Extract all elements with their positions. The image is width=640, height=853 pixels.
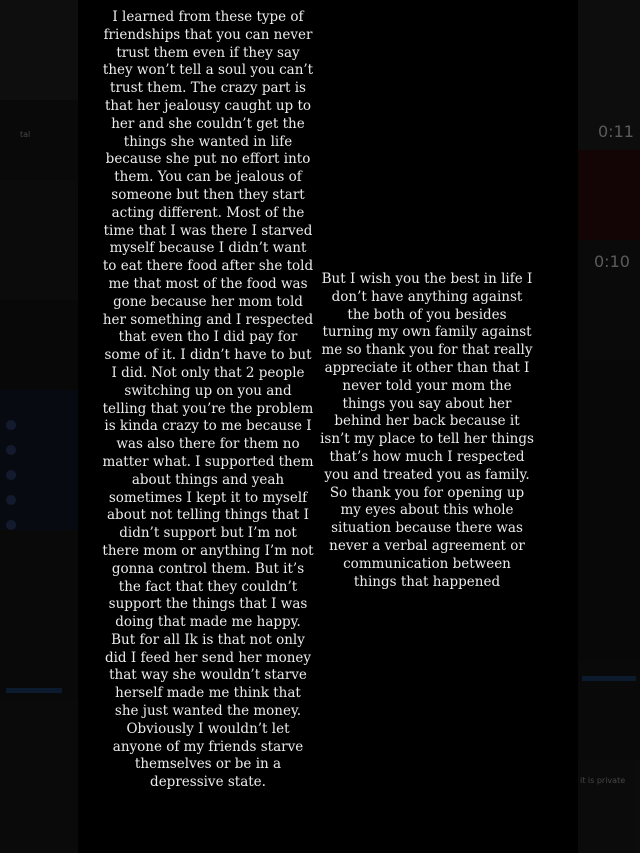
story-text-left-column: I learned from these type of friendships that you can never trust them even if they say they won’t tell a soul you can’t trust them. The crazy part is that her jealousy caught up to her and she couldn’t get the things she wanted in life because she put no effort into them. You can be jealous of someone but then they start acting different. Most of the time that I was there I starved myself because I didn’t want to eat there food after she told me that most of the food was gone because her mom told her something and I respected that even tho I did pay for some of it. I didn’t have to but I did. Not only that 2 people switching up on you and telling that you’re the problem is kinda crazy to me because I was also there for them no matter what. I supported them about things and yeah sometimes I kept it to myself about not telling things that I didn’t support but I’m not there mom or anything I’m not gonna control them. But it’s the fact that they couldn’t support the things that I was doing that made me happy. But for all Ik is that not only did I feed her send her money that way she wouldn’t starve herself made me think that she just wanted the money. Obviously I wouldn’t let anyone of my friends starve themselves or be in a depressive state. <box>102 9 314 791</box>
story-text-right-column: But I wish you the best in life I don’t have anything against the both of you besides turning my own family against me so thank you for that really appreciate it other than that I never told your mom the things you say about her behind her back because it isn’t my place to tell her things that’s how much I respected you and treated you as family. So thank you for opening up my eyes about this whole situation because there was never a verbal agreement or communication between things that happened <box>320 271 534 590</box>
backdrop-dim-overlay <box>0 0 78 853</box>
backdrop-dim-overlay <box>578 0 640 853</box>
